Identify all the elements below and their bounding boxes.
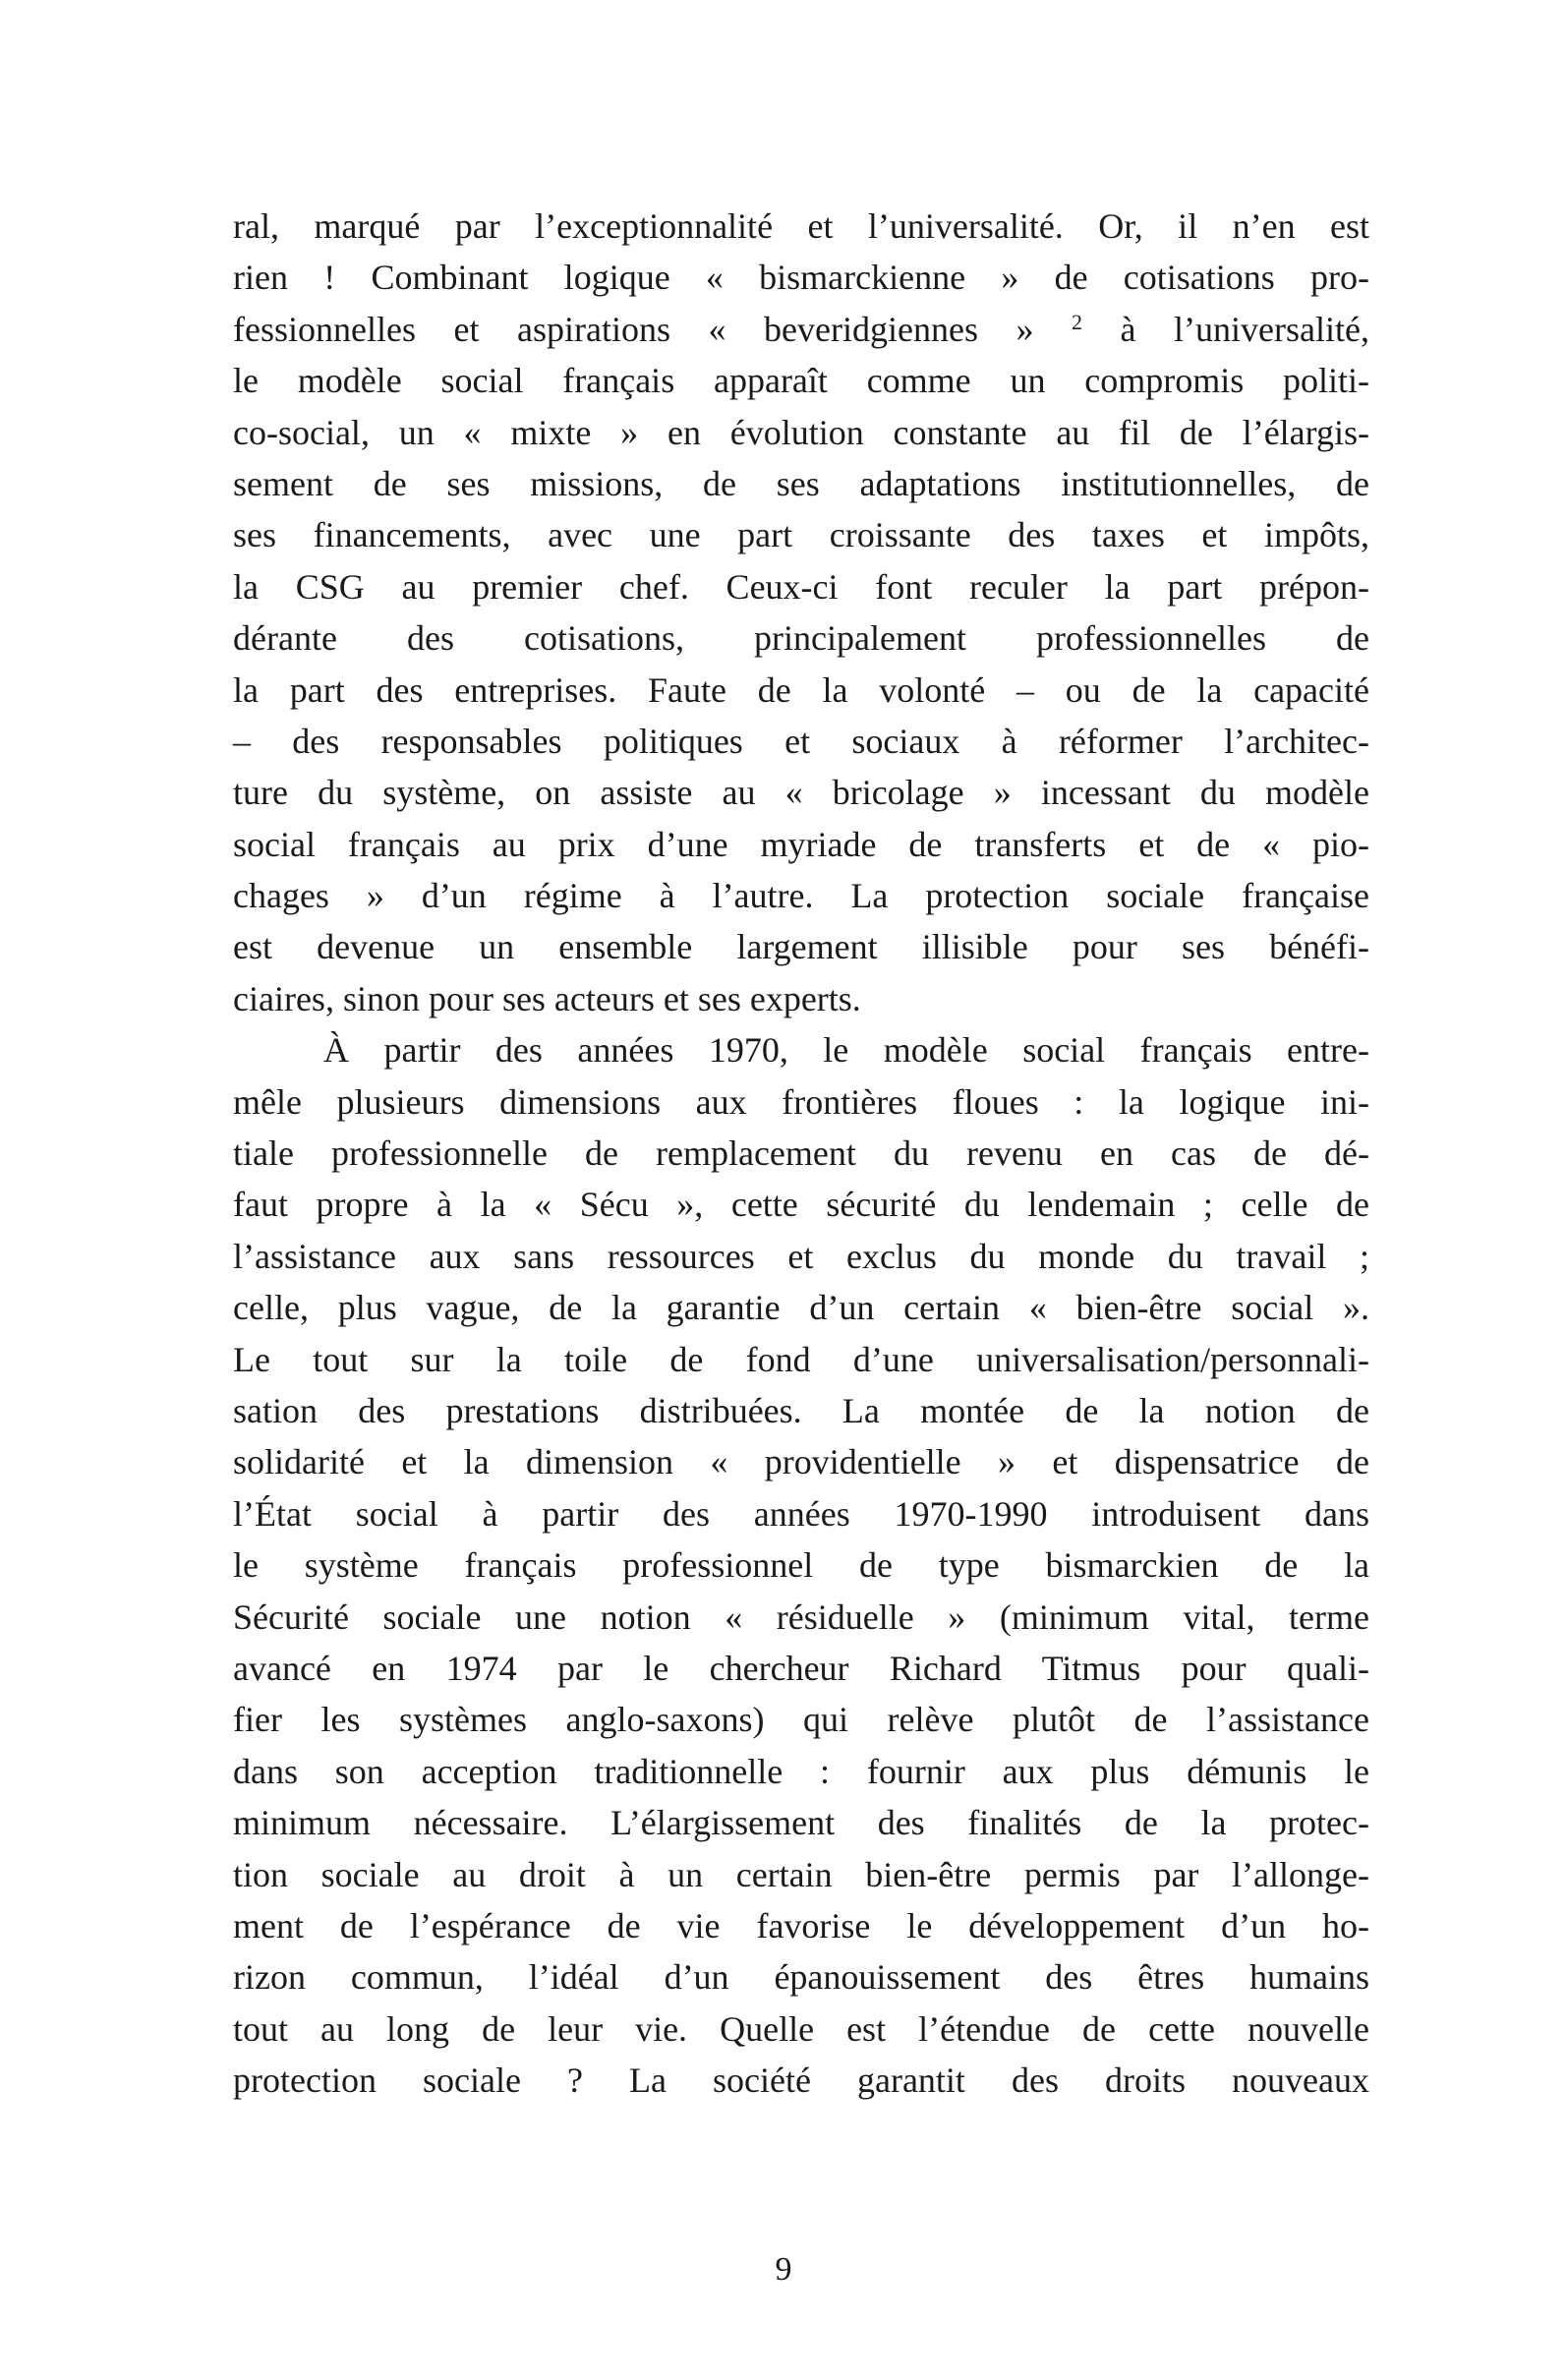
footnote-reference[interactable]: 2 xyxy=(1072,309,1083,334)
text-line-content: ment de l’espérance de vie favorise le développement d’un ho- xyxy=(233,1905,1369,1945)
text-line xyxy=(233,767,1369,818)
text-line xyxy=(233,973,1369,1024)
text-line xyxy=(233,1592,1369,1643)
text-line xyxy=(233,561,1369,612)
text-line xyxy=(233,1436,1369,1487)
text-line xyxy=(233,870,1369,921)
text-line-content: chages » d’un régime à l’autre. La protection sociale française xyxy=(233,876,1369,916)
text-line xyxy=(233,921,1369,972)
paragraph-first-line xyxy=(233,1024,1369,1075)
text-line-content: la CSG au premier chef. Ceux-ci font reculer la part prépon- xyxy=(233,566,1369,607)
text-line xyxy=(233,1488,1369,1539)
text-line xyxy=(233,1128,1369,1179)
text-line-content: social français au prix d’une myriade de transferts et de « pio- xyxy=(233,824,1369,864)
text-line-content: – des responsables politiques et sociaux à réformer l’architec- xyxy=(233,721,1369,761)
text-line-content: à l’universalité, xyxy=(1082,309,1369,349)
text-line-content: tion sociale au droit à un certain bien-être permis par l’allonge- xyxy=(233,1854,1369,1894)
text-line-content: protection sociale ? La société garantit des droits nouveaux xyxy=(233,2061,1369,2101)
text-line-content: sement de ses missions, de ses adaptations institutionnelles, de xyxy=(233,463,1369,503)
text-line-content: co-social, un « mixte » en évolution constante au fil de l’élargis- xyxy=(233,412,1369,452)
text-line-content: celle, plus vague, de la garantie d’un certain « bien-être social ». xyxy=(233,1288,1369,1328)
text-line xyxy=(233,2055,1369,2106)
text-line xyxy=(233,1643,1369,1694)
text-line xyxy=(233,1694,1369,1745)
text-line xyxy=(233,509,1369,560)
text-line xyxy=(233,1231,1369,1282)
text-line-content: la part des entreprises. Faute de la volonté – ou de la capacité xyxy=(233,669,1369,710)
text-line xyxy=(233,1076,1369,1128)
text-line xyxy=(233,1539,1369,1591)
text-line xyxy=(233,716,1369,767)
text-line-content: tiale professionnelle de remplacement du revenu en cas de dé- xyxy=(233,1133,1369,1174)
text-line xyxy=(233,1179,1369,1230)
text-line xyxy=(233,1282,1369,1333)
text-line xyxy=(233,1797,1369,1848)
text-line xyxy=(233,612,1369,664)
text-line-content: Sécurité sociale une notion « résiduelle » (minimum vital, terme xyxy=(233,1596,1369,1637)
text-line xyxy=(233,1951,1369,2003)
text-line xyxy=(233,407,1369,458)
text-line-content: sation des prestations distribuées. La montée de la notion de xyxy=(233,1390,1369,1430)
text-line xyxy=(233,252,1369,303)
text-line-content: avancé en 1974 par le chercheur Richard Titmus pour quali- xyxy=(233,1648,1369,1688)
text-line-content: tout au long de leur vie. Quelle est l’étendue de cette nouvelle xyxy=(233,2008,1369,2049)
text-line-content: l’État social à partir des années 1970-1990 introduisent dans xyxy=(233,1493,1369,1534)
text-line-content: est devenue un ensemble largement illisible pour ses bénéfi- xyxy=(233,927,1369,967)
text-line xyxy=(233,1849,1369,1900)
text-line-content: le système français professionnel de type bismarckien de la xyxy=(233,1545,1369,1586)
text-line xyxy=(233,1746,1369,1797)
text-line-content: fessionnelles et aspirations « beveridgiennes » xyxy=(233,309,1034,349)
text-line xyxy=(233,201,1369,252)
text-line-content: le modèle social français apparaît comme un compromis politi- xyxy=(233,361,1369,401)
body-text xyxy=(233,201,1369,2106)
text-line-content: rizon commun, l’idéal d’un épanouissement des êtres humains xyxy=(233,1957,1369,1998)
text-line-content: dérante des cotisations, principalement professionnelles de xyxy=(233,618,1369,659)
text-line-content: Le tout sur la toile de fond d’une universalisation/personnali- xyxy=(233,1339,1369,1379)
text-line-content: ral, marqué par l’exceptionnalité et l’universalité. Or, il n’en est xyxy=(233,206,1369,246)
text-line-content: ture du système, on assiste au « bricolage » incessant du modèle xyxy=(233,773,1369,813)
text-line-content: dans son acception traditionnelle : fournir aux plus démunis le xyxy=(233,1751,1369,1791)
text-line-content: ses financements, avec une part croissante des taxes et impôts, xyxy=(233,515,1369,555)
text-line xyxy=(233,2003,1369,2055)
text-line xyxy=(233,819,1369,870)
text-line xyxy=(233,665,1369,716)
text-line-content: solidarité et la dimension « providentielle » et dispensatrice de xyxy=(233,1442,1369,1482)
text-line-content: rien ! Combinant logique « bismarckienne » de cotisations pro- xyxy=(233,258,1369,298)
text-line xyxy=(233,304,1369,355)
text-line-content: mêle plusieurs dimensions aux frontières floues : la logique ini- xyxy=(233,1081,1369,1122)
text-line xyxy=(233,458,1369,509)
text-line-content: faut propre à la « Sécu », cette sécurité du lendemain ; celle de xyxy=(233,1185,1369,1225)
text-line-content: l’assistance aux sans ressources et exclus du monde du travail ; xyxy=(233,1236,1369,1276)
text-line-content: À partir des années 1970, le modèle social français entre- xyxy=(323,1030,1369,1071)
page-number: 9 xyxy=(775,2251,792,2288)
text-line xyxy=(233,1900,1369,1951)
text-line-content: fier les systèmes anglo-saxons) qui relève plutôt de l’assistance xyxy=(233,1700,1369,1740)
text-line xyxy=(233,355,1369,406)
text-line-content: ciaires, sinon pour ses acteurs et ses experts. xyxy=(233,978,861,1018)
text-line xyxy=(233,1334,1369,1385)
text-line xyxy=(233,1385,1369,1436)
text-line-content: minimum nécessaire. L’élargissement des finalités de la protec- xyxy=(233,1803,1369,1843)
